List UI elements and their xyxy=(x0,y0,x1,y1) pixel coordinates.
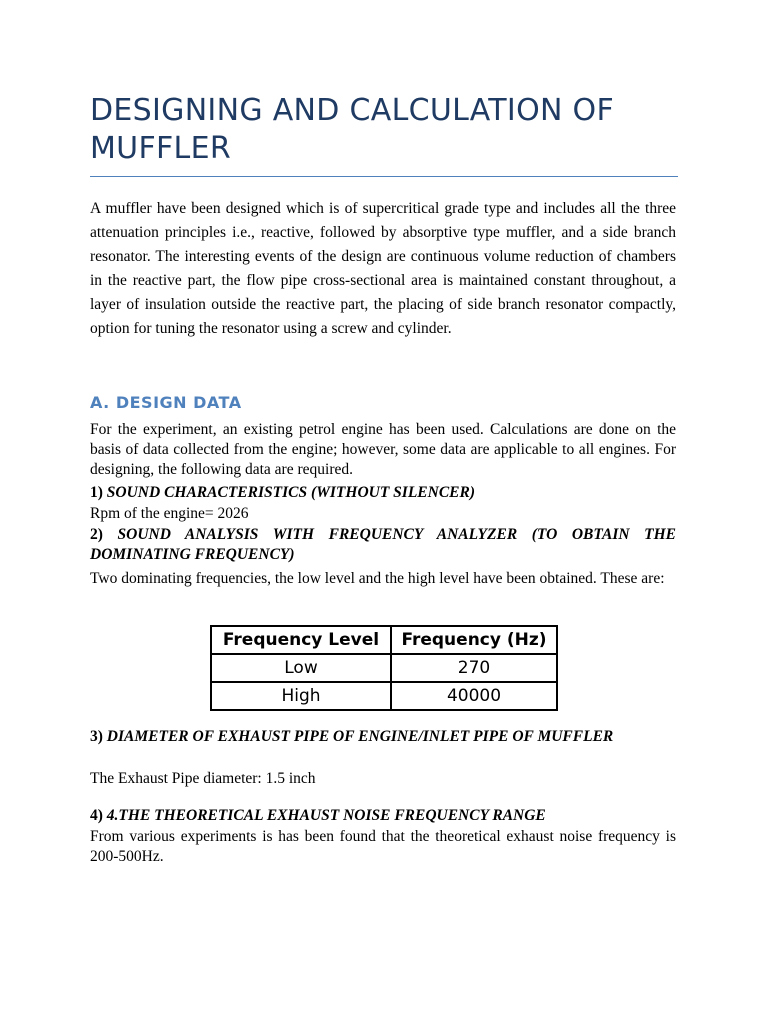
item-4-heading xyxy=(90,806,676,826)
item-3-title: DIAMETER OF EXHAUST PIPE OF ENGINE/INLET PIPE OF MUFFLER xyxy=(106,728,614,745)
item-2-heading xyxy=(90,525,676,565)
table-cell: Low xyxy=(211,654,391,682)
table-cell: 270 xyxy=(391,654,557,682)
section-heading-design-data: A. DESIGN DATA xyxy=(90,393,242,412)
item-4-text: From various experiments is has been found that the theoretical exhaust noise frequency is 200-500Hz. xyxy=(90,828,676,865)
item-1-title: SOUND CHARACTERISTICS (WITHOUT SILENCER) xyxy=(106,484,476,501)
item-4-title: 4.THE THEORETICAL EXHAUST NOISE FREQUENCY RANGE xyxy=(106,807,546,824)
table-row xyxy=(211,654,557,682)
frequency-table xyxy=(210,625,558,711)
table-cell: 40000 xyxy=(391,682,557,710)
table-cell: High xyxy=(211,682,391,710)
item-1-heading xyxy=(90,483,676,503)
document-title: DESIGNING AND CALCULATION OF MUFFLER xyxy=(90,93,615,166)
table-header-cell: Frequency (Hz) xyxy=(391,626,557,654)
item-1-text: Rpm of the engine= 2026 xyxy=(90,505,249,522)
title-divider xyxy=(90,176,678,177)
table-header-cell: Frequency Level xyxy=(211,626,391,654)
intro-paragraph: A muffler have been designed which is of supercritical grade type and includes all the three attenuation principles i.e., reactive, followed by absorptive type muffler, and a side branch resonator. The interesting events of the design are continuous volume reduction of chambers in the reactive part, the flow pipe cross-sectional area is maintained constant throughout, a layer of insulation outside the reactive part, the placing of side branch resonator compactly, option for tuning the resonator using a screw and cylinder. xyxy=(90,200,676,337)
table-header-row xyxy=(211,626,557,654)
item-3-text: The Exhaust Pipe diameter: 1.5 inch xyxy=(90,770,316,787)
design-data-paragraph: For the experiment, an existing petrol engine has been used. Calculations are done on the basis of data collected from the engine; however, some data are applicable to all engines. For designing, the following data are required. xyxy=(90,421,676,478)
item-3-number: 3) xyxy=(90,728,103,745)
item-4-number: 4) xyxy=(90,807,103,824)
item-1-number: 1) xyxy=(90,484,103,501)
item-2-text: Two dominating frequencies, the low level and the high level have been obtained. These are: xyxy=(90,570,665,587)
item-2-title: SOUND ANALYSIS WITH FREQUENCY ANALYZER (TO OBTAIN THE DOMINATING FREQUENCY) xyxy=(90,526,676,563)
item-3-heading xyxy=(90,727,676,747)
table-row xyxy=(211,682,557,710)
item-2-number: 2) xyxy=(90,526,103,543)
